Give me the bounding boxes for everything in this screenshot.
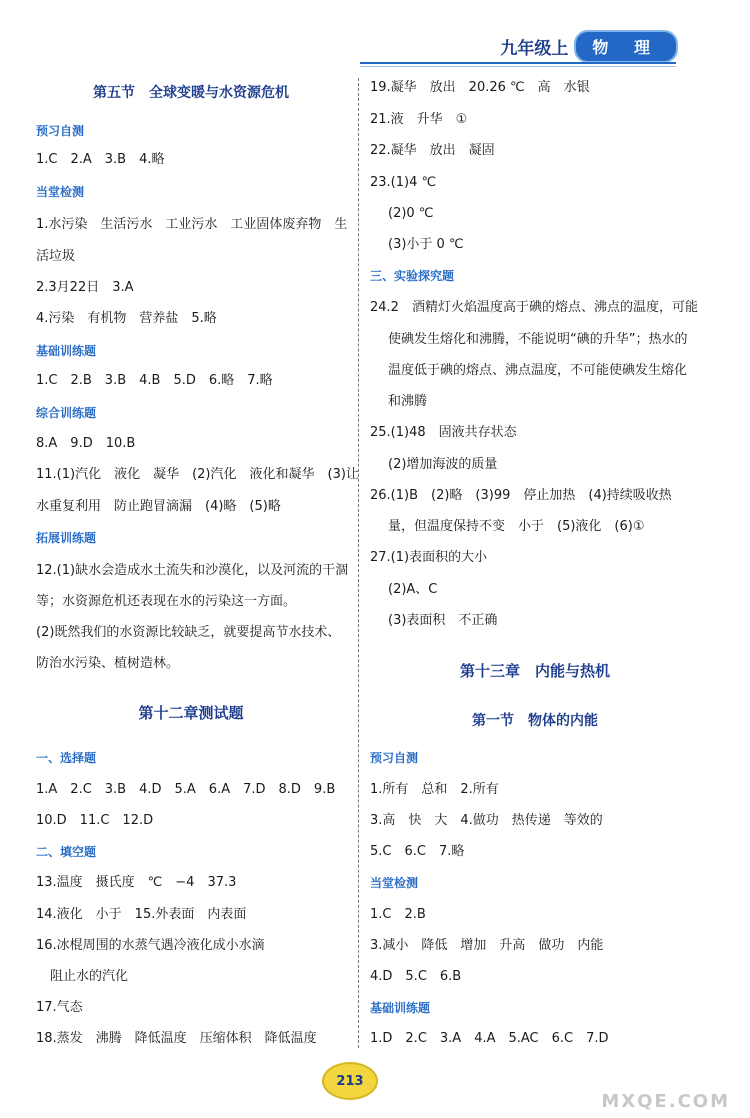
- answer-line: 26.(1)B (2)略 (3)99 停止加热 (4)持续吸收热: [370, 488, 672, 503]
- section-heading: 综合训练题: [36, 406, 97, 420]
- answer-line: 11.(1)汽化 液化 凝华 (2)汽化 液化和凝华 (3)让: [36, 467, 359, 482]
- answer-line: 1.C 2.A 3.B 4.略: [36, 152, 165, 167]
- answer-line: (2)0 ℃: [388, 206, 434, 221]
- answer-line: 13.温度 摄氏度 ℃ −4 37.3: [36, 875, 237, 890]
- answer-line: 3.高 快 大 4.做功 热传递 等效的: [370, 813, 603, 828]
- section-heading: 二、填空题: [36, 845, 97, 859]
- answer-line: (3)表面积 不正确: [388, 613, 498, 628]
- answer-line: 16.冰棍周围的水蒸气遇冷液化成小水滴: [36, 938, 265, 953]
- header-rule: [360, 62, 676, 64]
- answer-line: 10.D 11.C 12.D: [36, 813, 154, 828]
- answer-line: 21.液 升华 ①: [370, 112, 468, 127]
- answer-line: 1.C 2.B 3.B 4.B 5.D 6.略 7.略: [36, 373, 273, 388]
- section-title: 第一节 物体的内能: [472, 713, 598, 729]
- answer-line: 12.(1)缺水会造成水土流失和沙漠化，以及河流的干涸: [36, 563, 349, 578]
- answer-line: 17.气态: [36, 1000, 83, 1015]
- answer-line: (3)小于 0 ℃: [388, 237, 464, 252]
- section-heading: 预习自测: [370, 751, 419, 765]
- answer-line: 4.污染 有机物 营养盐 5.略: [36, 311, 217, 326]
- section-heading: 三、实验探究题: [370, 269, 455, 283]
- answer-line: 1.所有 总和 2.所有: [370, 782, 499, 797]
- answer-line: 量，但温度保持不变 小于 (5)液化 (6)①: [388, 519, 645, 534]
- section-heading: 当堂检测: [36, 185, 85, 199]
- answer-line: 使碘发生熔化和沸腾，不能说明“碘的升华”；热水的: [388, 332, 688, 347]
- answer-line: 5.C 6.C 7.略: [370, 844, 465, 859]
- header-rule-thin: [360, 66, 676, 67]
- answer-line: 1.C 2.B: [370, 907, 426, 922]
- section-heading: 一、选择题: [36, 751, 97, 765]
- answer-line: 3.减小 降低 增加 升高 做功 内能: [370, 938, 604, 953]
- answer-line: 23.(1)4 ℃: [370, 175, 437, 190]
- answer-line: (2)增加海波的质量: [388, 457, 498, 472]
- answer-line: 1.水污染 生活污水 工业污水 工业固体废弃物 生: [36, 217, 348, 232]
- section-heading: 预习自测: [36, 124, 85, 138]
- answer-line: 19.凝华 放出 20.26 ℃ 高 水银: [370, 80, 590, 95]
- subject-badge: 物 理: [574, 30, 678, 63]
- answer-line: 阻止水的汽化: [50, 969, 129, 984]
- answer-line: 水重复利用 防止跑冒滴漏 (4)略 (5)略: [36, 499, 281, 514]
- answer-line: 防治水污染、植树造林。: [36, 656, 180, 671]
- answer-line: 4.D 5.C 6.B: [370, 969, 462, 984]
- section-title: 第十二章测试题: [138, 704, 244, 722]
- page-number: 213: [322, 1062, 378, 1100]
- section-heading: 基础训练题: [370, 1001, 431, 1015]
- section-title: 第五节 全球变暖与水资源危机: [93, 85, 289, 101]
- answer-line: 1.A 2.C 3.B 4.D 5.A 6.A 7.D 8.D 9.B: [36, 782, 336, 797]
- answer-line: 2.3月22日 3.A: [36, 280, 134, 295]
- answer-line: 18.蒸发 沸腾 降低温度 压缩体积 降低温度: [36, 1031, 317, 1046]
- section-heading: 基础训练题: [36, 344, 97, 358]
- grade-label: 九年级上: [500, 39, 569, 59]
- answer-line: 活垃圾: [36, 249, 76, 264]
- answer-line: (2)既然我们的水资源比较缺乏，就要提高节水技术、: [36, 625, 341, 640]
- section-heading: 拓展训练题: [36, 531, 97, 545]
- answer-line: 和沸腾: [388, 394, 428, 409]
- answer-line: 24.2 酒精灯火焰温度高于碘的熔点、沸点的温度，可能: [370, 300, 698, 315]
- answer-line: 温度低于碘的熔点、沸点温度，不可能使碘发生熔化: [388, 363, 688, 378]
- answer-line: 27.(1)表面积的大小: [370, 550, 488, 565]
- section-title: 第十三章 内能与热机: [459, 662, 610, 680]
- answer-line: 25.(1)48 固液共存状态: [370, 425, 517, 440]
- answer-line: 等；水资源危机还表现在水的污染这一方面。: [36, 594, 297, 609]
- answer-line: 1.D 2.C 3.A 4.A 5.AC 6.C 7.D: [370, 1031, 609, 1046]
- answer-line: (2)A、C: [388, 582, 438, 597]
- answer-line: 8.A 9.D 10.B: [36, 436, 136, 451]
- section-heading: 当堂检测: [370, 876, 419, 890]
- page-header: [500, 30, 678, 63]
- answer-line: 22.凝华 放出 凝固: [370, 143, 495, 158]
- column-divider: [358, 78, 359, 1048]
- watermark: MXQE.COM: [601, 1091, 730, 1112]
- answer-line: 14.液化 小于 15.外表面 内表面: [36, 907, 247, 922]
